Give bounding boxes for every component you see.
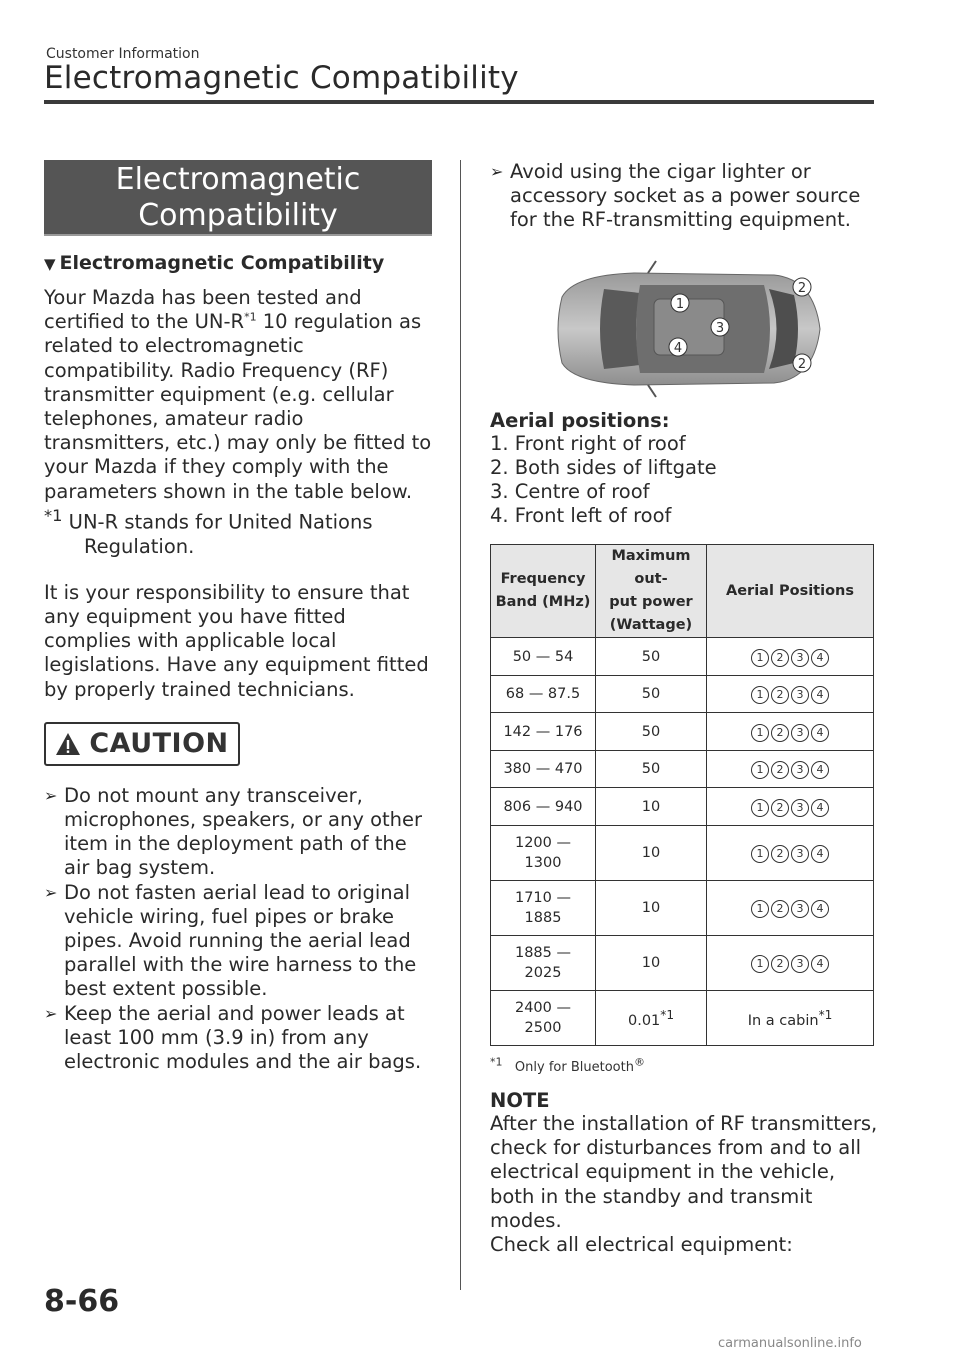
positions-cell: [707, 713, 874, 751]
car-label: 2: [797, 356, 807, 372]
power-cell: 10: [596, 935, 707, 990]
frequency-cell: 142 — 176: [491, 713, 596, 751]
positions-cell: [707, 750, 874, 788]
position-circle: 4: [811, 761, 829, 779]
positions-cell: [707, 935, 874, 990]
caution-label: CAUTION: [89, 728, 229, 760]
positions-cell: [707, 675, 874, 713]
position-circle: 2: [771, 724, 789, 742]
header-line: Band (MHz): [495, 594, 591, 611]
position-circle: 2: [771, 686, 789, 704]
position-circle: 3: [791, 724, 809, 742]
car-label: 4: [673, 340, 683, 356]
power-cell: 50: [596, 638, 707, 676]
table-footnote-mark: *1: [490, 1055, 503, 1069]
intro-text-a: Your Mazda has been tested and certified to the UN-R: [44, 286, 362, 334]
table-row: [491, 990, 874, 1045]
left-column: [44, 160, 434, 1074]
column-header-power: [596, 545, 707, 638]
arrow-bullet-icon: ➢: [44, 1003, 58, 1023]
position-circle: 4: [811, 955, 829, 973]
position-circle: 2: [771, 761, 789, 779]
position-circle: 2: [771, 845, 789, 863]
header-section-label: Customer Information: [46, 46, 200, 62]
position-circle: 1: [751, 900, 769, 918]
power-cell: 50: [596, 675, 707, 713]
position-circle: 1: [751, 724, 769, 742]
position-circle: 1: [751, 649, 769, 667]
table-row: [491, 788, 874, 826]
list-item: 3. Centre of roof: [490, 480, 650, 504]
table-footnote-text: Only for Bluetooth: [514, 1059, 634, 1075]
list-item: 1. Front right of roof: [490, 431, 686, 455]
frequency-cell: 68 — 87.5: [491, 675, 596, 713]
list-item: [44, 1002, 434, 1075]
header-line: Aerial Positions: [726, 582, 854, 599]
position-circle: 2: [771, 955, 789, 973]
position-circle: 2: [771, 900, 789, 918]
caution-item-text: Do not mount any transceiver, microphones, speakers, or any other item in the deployment path of the air bag system.: [64, 783, 423, 880]
frequency-cell: 2400 — 2500: [491, 990, 596, 1045]
caution-item-text: Keep the aerial and power leads at least 100 mm (3.9 in) from any electronic modules and the air bags.: [64, 1001, 422, 1073]
watermark: carmanualsonline.info: [718, 1336, 862, 1351]
positions-cell: In a cabin$^{*1}$: [707, 990, 874, 1045]
header-line: Maximum out-: [611, 548, 691, 588]
frequency-cell: 50 — 54: [491, 638, 596, 676]
frequency-cell: 806 — 940: [491, 788, 596, 826]
frequency-cell: 380 — 470: [491, 750, 596, 788]
position-circle: 2: [771, 799, 789, 817]
positions-cell: [707, 788, 874, 826]
position-circle: 3: [791, 845, 809, 863]
caution-list: [44, 784, 434, 1074]
car-label: 2: [797, 280, 807, 296]
table-row: [491, 675, 874, 713]
header-line: Frequency: [500, 571, 586, 588]
aerial-heading: Aerial positions:: [490, 408, 670, 432]
list-item: [490, 160, 880, 233]
note-text: After the installation of RF transmitters, check for disturbances from and to all electrical equipment in the vehicle, both in the standby and transmit modes.: [490, 1111, 878, 1232]
position-circle: 1: [751, 799, 769, 817]
table-footnote: [490, 1055, 880, 1075]
positions-cell: [707, 638, 874, 676]
section-title-box: [44, 160, 432, 236]
triangle-down-icon: ▼: [44, 255, 56, 273]
table-row: [491, 935, 874, 990]
caution-box: [44, 722, 240, 766]
column-divider: [460, 160, 461, 1290]
title-box-line2: Compatibility: [138, 198, 338, 233]
header-line: (Wattage): [609, 617, 693, 634]
position-circle: 1: [751, 686, 769, 704]
footnote-mark: *1: [44, 505, 63, 525]
frequency-cell: 1885 — 2025: [491, 935, 596, 990]
position-circle: 4: [811, 799, 829, 817]
section-heading: [44, 252, 434, 274]
position-circle: 1: [751, 761, 769, 779]
position-circle: 3: [791, 799, 809, 817]
table-row: [491, 750, 874, 788]
list-item: 4. Front left of roof: [490, 504, 672, 528]
position-circle: 3: [791, 761, 809, 779]
section-heading-text: Electromagnetic Compatibility: [59, 252, 385, 274]
position-circle: 3: [791, 686, 809, 704]
column-header-positions: [707, 545, 874, 638]
footnote: [44, 504, 434, 559]
table-row: [491, 880, 874, 935]
header-line: put power: [609, 594, 693, 611]
table-header-row: [491, 545, 874, 638]
power-cell: 0.01$^{*1}$: [596, 990, 707, 1045]
position-circle: 4: [811, 724, 829, 742]
power-cell: 10: [596, 880, 707, 935]
position-circle: 3: [791, 955, 809, 973]
responsibility-paragraph: It is your responsibility to ensure that any equipment you have fitted complies with applicable local legislations. Have any equipment fitted by properly trained technicians.: [44, 580, 429, 701]
list-item: [44, 881, 434, 1002]
note-text-2: Check all electrical equipment:: [490, 1232, 793, 1256]
note-heading: NOTE: [490, 1088, 550, 1112]
position-circle: 1: [751, 845, 769, 863]
frequency-cell: 1200 — 1300: [491, 825, 596, 880]
arrow-bullet-icon: ➢: [44, 785, 58, 805]
title-box-line1: Electromagnetic: [115, 162, 361, 197]
aerial-list: [490, 432, 880, 529]
car-top-view-image: [544, 259, 824, 399]
power-cell: 50: [596, 713, 707, 751]
intro-text-b: 10 regulation as related to electromagnetic compatibility. Radio Frequency (RF) transmitter equipment (e.g. cellular telephones, amateur radio transmitters, etc.) may only be fitted to your Mazda if they comply with the parameters shown in the table below.: [44, 310, 432, 503]
arrow-bullet-icon: ➢: [490, 162, 504, 181]
table-row: [491, 825, 874, 880]
position-circle: 4: [811, 845, 829, 863]
caution-item-text: Do not fasten aerial lead to original vehicle wiring, fuel pipes or brake pipes. Avoid running the aerial lead parallel with the wire harness to the best extent possible.: [64, 880, 417, 1001]
position-circle: 1: [751, 955, 769, 973]
positions-cell: [707, 880, 874, 935]
footnote-text-2: Regulation.: [84, 534, 195, 558]
frequency-table: [490, 544, 874, 1046]
right-column: [490, 160, 880, 1257]
list-item: 2. Both sides of liftgate: [490, 455, 717, 479]
car-label: 3: [715, 320, 725, 336]
intro-paragraph: [44, 286, 434, 504]
list-item: [44, 784, 434, 881]
position-circle: 3: [791, 649, 809, 667]
power-cell: 10: [596, 788, 707, 826]
arrow-bullet-icon: ➢: [44, 882, 58, 902]
warning-icon: [55, 732, 81, 756]
column-header-frequency: [491, 545, 596, 638]
position-circle: 2: [771, 649, 789, 667]
page-number: 8-66: [44, 1284, 120, 1319]
header-title: Electromagnetic Compatibility: [44, 60, 519, 96]
car-diagram: [544, 259, 824, 399]
position-circle: 3: [791, 900, 809, 918]
positions-cell: [707, 825, 874, 880]
position-circle: 4: [811, 900, 829, 918]
power-cell: 10: [596, 825, 707, 880]
intro-sup: *1: [244, 310, 257, 324]
power-cell: 50: [596, 750, 707, 788]
frequency-cell: 1710 — 1885: [491, 880, 596, 935]
footnote-text-1: UN-R stands for United Nations: [68, 510, 373, 534]
table-row: [491, 638, 874, 676]
car-label: 1: [675, 296, 685, 312]
position-circle: 4: [811, 686, 829, 704]
top-bullet-text: Avoid using the cigar lighter or accessory socket as a power source for the RF-transmitting equipment.: [510, 160, 861, 232]
header-rule: [44, 100, 874, 104]
position-circle: 4: [811, 649, 829, 667]
registered-mark: ®: [633, 1055, 645, 1069]
table-row: [491, 713, 874, 751]
